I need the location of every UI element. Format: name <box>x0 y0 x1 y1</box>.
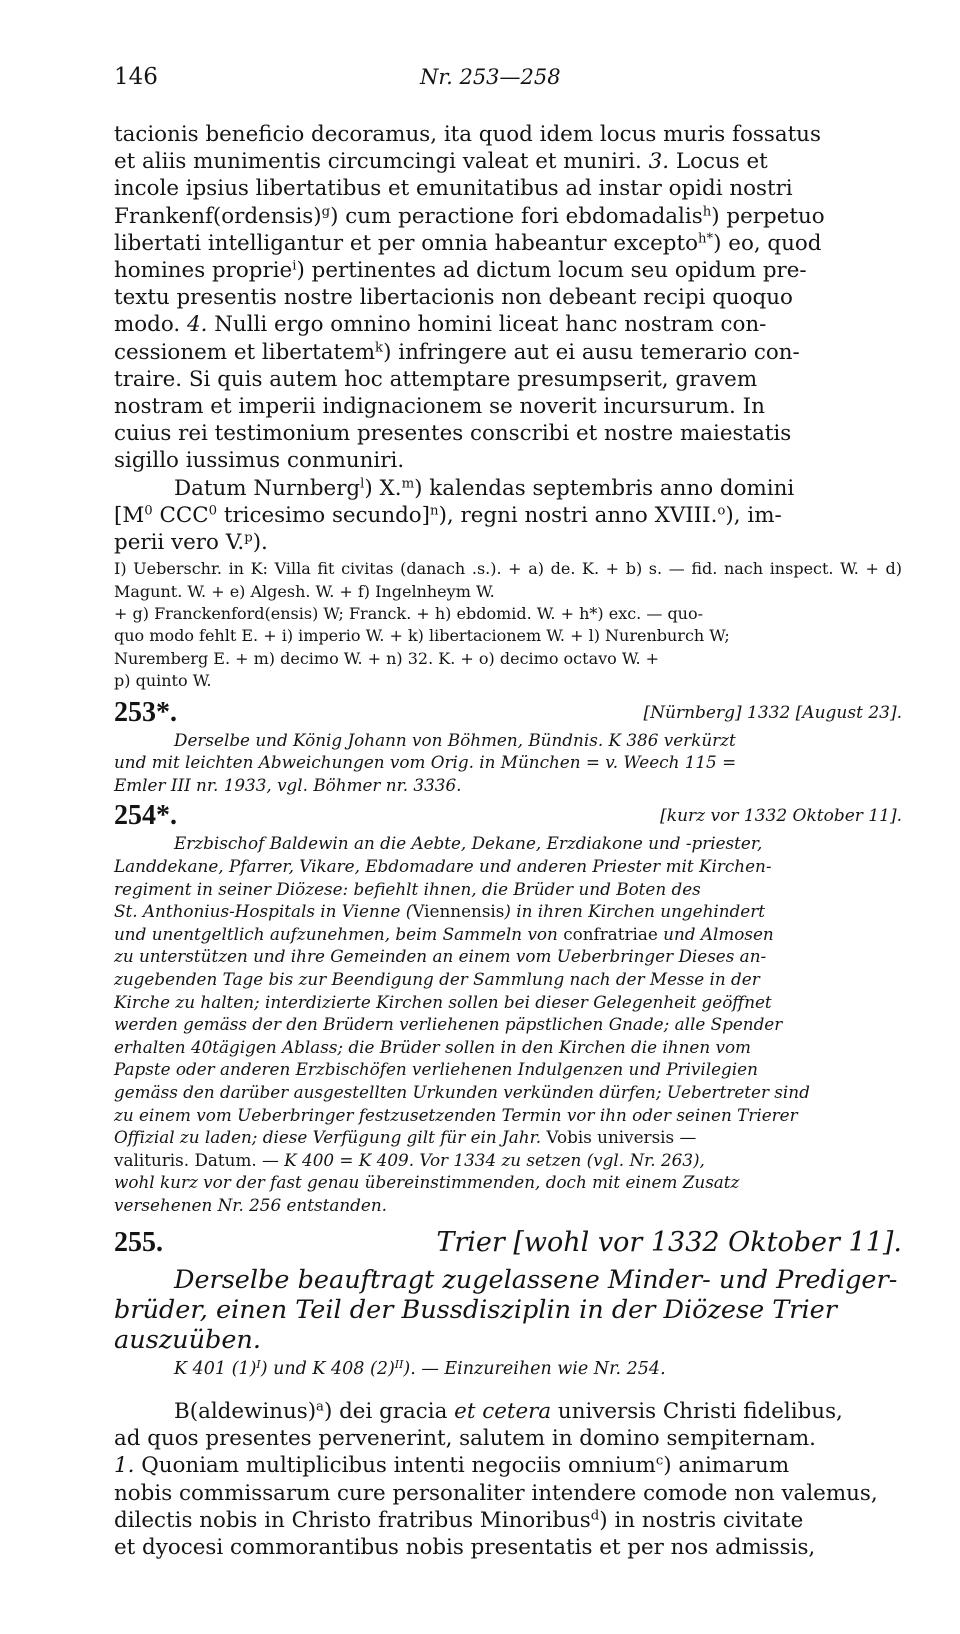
footnote-line: I) Ueberschr. in K: Villa fit civitas (danach .s.). + a) de. K. + b) s. — fid. nach inspect. W. + d) Magunt. W. + e) Algesh. W. + f) Ingelnheym W. <box>114 559 902 601</box>
footnote-ref: c <box>655 1454 664 1470</box>
regest-line: Derselbe und König Johann von Böhmen, Bündnis. K 386 verkürzt <box>174 729 736 750</box>
footnote-ref: h <box>702 204 712 220</box>
text-line: cessionem et libertatem$^k$) infringere aut ei ausu temerario con- <box>114 339 800 365</box>
regest-line: Kirche zu halten; interdizierte Kirchen sollen bei dieser Gelegenheit geöffnet <box>114 991 772 1012</box>
document-254-regest <box>114 832 902 1216</box>
document-date: [kurz vor 1332 Oktober 11]. <box>660 806 902 827</box>
document-253-regest <box>114 729 902 797</box>
regest-line: werden gemäss der den Brüdern verliehenen päpstlichen Gnade; alle Spender <box>114 1014 783 1035</box>
text-line: [$M^0$ CCC$^0$ tricesimo secundo]$^n$), regni nostri anno XVIII.$^o$), im- <box>114 502 782 528</box>
upright-text: valituris. Datum. — <box>114 1149 279 1170</box>
regest-line: zu unterstützen und ihre Gemeinden an einem vom Ueberbringer Dieses an- <box>114 946 767 967</box>
superscript: 0 <box>208 503 218 519</box>
footnote-ref: l <box>360 476 365 492</box>
document-number: 253*. <box>114 696 177 728</box>
footnote-line: Nuremberg E. + m) decimo W. + n) 32. K. + o) decimo octavo W. + <box>114 648 660 668</box>
regest-line: brüder, einen Teil der Bussdisziplin in der Diözese Trier <box>114 1294 837 1325</box>
regest-line: zu einem vom Ueberbringer festzusetzenden Termin vor ihn oder seinen Trierer <box>114 1104 798 1125</box>
text-line: libertati intelligantur et per omnia habeantur excepto$^{h*}$) eo, quod <box>114 230 822 256</box>
footnote-line: p) quinto W. <box>114 671 212 691</box>
footnote-ref: II <box>394 1357 404 1371</box>
regest-line: erhalten 40tägigen Ablass; die Brüder sollen in den Kirchen die ihnen vom <box>114 1036 751 1057</box>
document-255-text <box>114 1398 902 1561</box>
footnote-ref: o <box>717 503 726 519</box>
footnote-ref: d <box>590 1508 600 1524</box>
text-line: et aliis munimentis circumcingi valeat et muniri. 3. Locus et <box>114 149 768 175</box>
upright-text: Viennensis <box>412 901 505 922</box>
regest-line: auszuüben. <box>114 1324 261 1355</box>
footnote-ref: g <box>321 204 331 220</box>
source-note: K 401 $(1)^I$) und K 408 $(2)^{II}$). — Einzureihen wie Nr. 254. <box>174 1357 666 1379</box>
footnote-line: quo modo fehlt E. + i) imperio W. + k) libertacionem W. + l) Nurenburch W; <box>114 626 730 646</box>
text-line: tacionis beneficio decoramus, ita quod idem locus muris fossatus <box>114 122 821 147</box>
regest-line: gemäss den darüber ausgestellten Urkunden verkünden dürfen; Uebertreter sind <box>114 1082 810 1102</box>
charter-text <box>114 121 902 556</box>
text-line: sigillo iussimus conmuniri. <box>114 448 405 474</box>
regest-line: Papste oder anderen Erzbischöfen verliehenen Indulgenzen und Privilegien <box>114 1059 758 1080</box>
italic-text: et cetera <box>454 1399 552 1425</box>
superscript: 0 <box>144 503 153 519</box>
regest-line: Landdekane, Pfarrer, Vikare, Ebdomadare und anderen Priester mit Kirchen- <box>114 856 772 877</box>
upright-text: Vobis universis — <box>546 1127 697 1148</box>
regest-line: Offizial zu laden; diese Verfügung gilt für ein Jahr. Vobis universis — <box>114 1127 697 1148</box>
regest-line: regiment in seiner Diözese: befiehlt ihnen, die Brüder und Boten des <box>114 878 701 899</box>
text-line: et dyocesi commorantibus nobis presentatis et per nos admissis, <box>114 1535 816 1561</box>
regest-line: wohl kurz vor der fast genau übereinstimmenden, doch mit einem Zusatz <box>114 1172 740 1193</box>
text-line: traire. Si quis autem hoc attemptare presumpserit, gravem <box>114 366 758 392</box>
text-line: ad quos presentes pervenerint, salutem in domino sempiternam. <box>114 1426 816 1452</box>
regest-line: zugebenden Tage bis zur Beendigung der Sammlung nach der Messe in der <box>114 969 760 990</box>
section-number: 4. <box>186 312 208 338</box>
footnote-line: + g) Franckenford(ensis) W; Franck. + h) ebdomid. W. + h*) exc. — quo- <box>114 604 704 624</box>
footnote-ref: p <box>244 530 253 546</box>
text-line: nobis commissarum cure personaliter intendere comode non valemus, <box>114 1480 878 1506</box>
document-255-heading <box>114 1227 902 1265</box>
upright-text: confratriae <box>563 923 658 944</box>
footnote-ref: n <box>430 503 439 519</box>
document-number: 254*. <box>114 800 177 832</box>
page-number: 146 <box>114 64 158 90</box>
running-head: Nr. 253—258 <box>420 65 561 89</box>
regest-line: Derselbe beauftragt zugelassene Minder- und Prediger- <box>174 1264 898 1295</box>
document-254-heading <box>114 800 902 832</box>
regest-line: und unentgeltlich aufzunehmen, beim Sammeln von confratriae und Almosen <box>114 923 774 944</box>
document-255-regest <box>114 1265 902 1355</box>
text-line: Datum Nurnberg$^l$) X.$^m$) kalendas septembris anno domini <box>174 475 795 501</box>
text-line: cuius rei testimonium presentes conscribi et nostre maiestatis <box>114 421 792 447</box>
document-253-heading <box>114 697 902 729</box>
document-number: 255. <box>114 1226 163 1258</box>
footnote-ref: a <box>316 1399 324 1415</box>
regest-line: valituris. Datum. — K 400 = K 409. Vor 1334 zu setzen (vgl. Nr. 263), <box>114 1149 705 1170</box>
text-line: homines proprie$^i$) pertinentes ad dictum locum seu opidum pre- <box>114 258 807 284</box>
section-number: 1. <box>114 1453 135 1479</box>
regest-line: Emler III nr. 1933, vgl. Böhmer nr. 3336. <box>114 774 462 795</box>
text-line: nostram et imperii indignacionem se noverit incursurum. In <box>114 394 765 420</box>
regest-line: St. Anthonius-Hospitals in Vienne (Viennensis) in ihren Kirchen ungehindert <box>114 901 765 922</box>
text-line: textu presentis nostre libertacionis non debeant recipi quoquo <box>114 285 793 311</box>
footnote-ref: i <box>292 258 297 274</box>
regest-line: Erzbischof Baldewin an die Aebte, Dekane, Erzdiakone und -priester, <box>174 833 763 854</box>
footnote-ref: k <box>375 340 384 356</box>
text-line: incole ipsius libertatibus et emunitatibus ad instar opidi nostri <box>114 176 793 202</box>
text-line: modo. 4. Nulli ergo omnino homini liceat hanc nostram con- <box>114 312 767 338</box>
regest-line: versehenen Nr. 256 entstanden. <box>114 1194 387 1215</box>
section-number: 3. <box>648 149 670 175</box>
page-header <box>114 64 902 104</box>
document-date: Trier [wohl vor 1332 Oktober 11]. <box>436 1226 902 1258</box>
footnotes <box>114 558 902 692</box>
footnote-ref: I <box>256 1357 261 1371</box>
document-date: [Nürnberg] 1332 [August 23]. <box>643 702 902 723</box>
text-line: 1. Quoniam multiplicibus intenti negociis omnium$^c$) animarum <box>114 1453 790 1479</box>
footnote-ref: h* <box>697 231 714 247</box>
footnote-ref: m <box>401 476 415 492</box>
text-line: dilectis nobis in Christo fratribus Minoribus$^d$) in nostris civitate <box>114 1507 804 1533</box>
text-line: B(aldewinus)$^a$) dei gracia et cetera universis Christi fidelibus, <box>174 1399 843 1425</box>
text-line: Frankenf(ordensis)$^g$) cum peractione fori ebdomadalis$^h$) perpetuo <box>114 203 825 229</box>
regest-line: und mit leichten Abweichungen vom Orig. in München = v. Weech 115 = <box>114 752 737 773</box>
text-line: perii vero V.$^p$). <box>114 530 268 556</box>
